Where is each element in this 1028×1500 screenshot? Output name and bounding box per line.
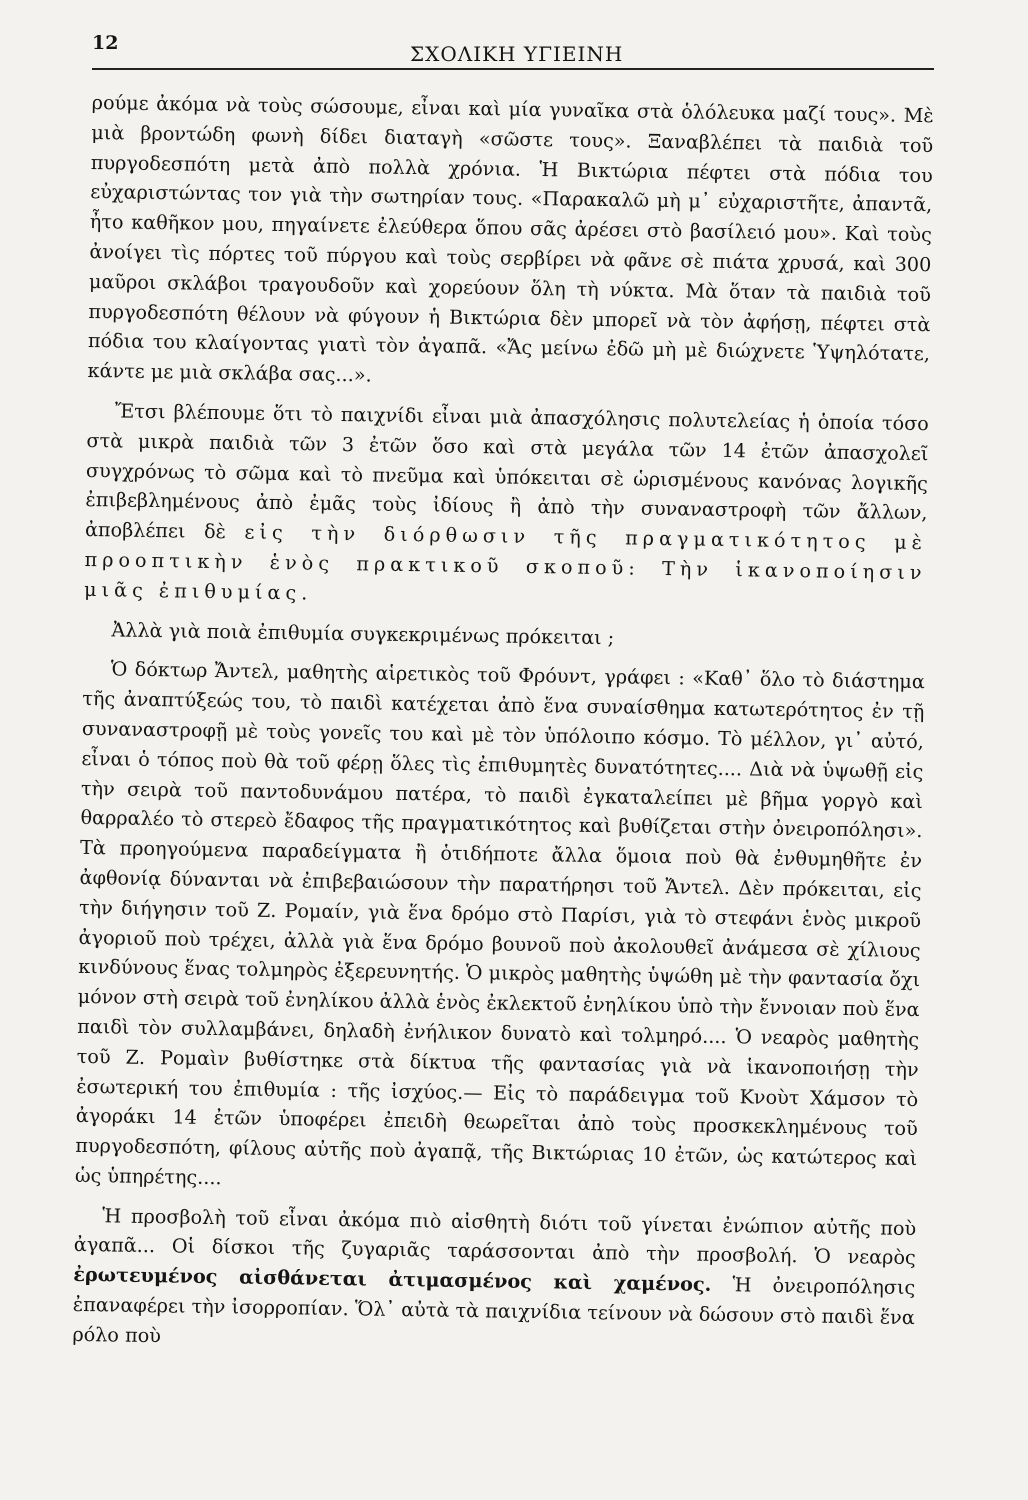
body-text (72, 88, 934, 1373)
paragraph-5-bold-text: ἐρωτευμένος αἰσθάνεται ἀτιμασμένος καὶ χαμένος. (73, 1263, 712, 1297)
page-header (92, 32, 932, 72)
paragraph-2-spaced-text: εἰς τὴν διόρθωσιν τῆς πραγματικότητος μὲ προοπτικὴν ἑνὸς πρακτικοῦ σκοποῦ: Τὴν ἱκανοποίησιν μιᾶς ἐπιθυμίας. (83, 520, 928, 605)
paragraph-2-text: Ἔτσι βλέπουμε ὅτι τὸ παιχνίδι εἶναι μιὰ ἀπασχόλησις πολυτελείας ἡ ὁποία τόσο στὰ μικρὰ παιδιὰ τῶν 3 ἐτῶν ὅσο καὶ στὰ μεγάλα τῶν 14 ἐτῶν ἀπασχολεῖ συγχρόνως τὸ σῶμα καὶ τὸ πνεῦμα καὶ ὑπόκειται σὲ ὡρισμένους κανόνας λογικῆς ἐπιβεβλημένους ἀπὸ ἐμᾶς τοὺς ἰδίους ἢ ἀπὸ τὴν συναναστροφὴ τῶν ἄλλων, ἀποβλέπει δὲ (84, 399, 930, 544)
running-head: ΣΧΟΛΙΚΗ ΥΓΙΕΙΝΗ (410, 42, 624, 66)
paragraph-5-text-a: Ἡ προσβολὴ τοῦ εἶναι ἀκόμα πιὸ αἰσθητὴ διότι τοῦ γίνεται ἐνώπιον αὐτῆς ποὺ ἀγαπᾶ... Οἱ δίσκοι τῆς ζυγαριᾶς ταράσσονται ἀπὸ τὴν προσβολή. Ὁ νεαρὸς (73, 1203, 917, 1270)
page-number: 12 (92, 32, 119, 54)
paragraph-3: Ἀλλὰ γιὰ ποιὰ ἐπιθυμία συγκεκριμένως πρόκειται ; (111, 617, 615, 649)
header-rule (92, 68, 934, 70)
paragraph-5 (72, 1201, 916, 1363)
paragraph-5-text-b: Ἡ ὀνειροπόλησις ἐπαναφέρει τὴν ἰσορροπίαν. Ὅλ᾽ αὐτὰ τὰ παιχνίδια τείνουν νὰ δώσουν στὸ παιδὶ ἕνα ρόλο ποὺ (72, 1273, 916, 1348)
paragraph-4: Ὁ δόκτωρ Ἄντελ, μαθητὴς αἱρετικὸς τοῦ Φρόυντ, γράφει : «Καθ᾽ ὅλο τὸ διάστημα τῆς ἀναπτύξεώς του, τὸ παιδὶ κατέχεται ἀπὸ ἕνα συναίσθημα κατωτερότητος ἐν τῇ συναναστροφῇ μὲ τοὺς γονεῖς του καὶ μὲ τὸν ὑπόλοιπο κόσμο. Τὸ μέλλον, γι᾽ αὐτό, εἶναι ὁ τόπος ποὺ θὰ τοῦ φέρῃ ὅλες τὶς ἐπιθυμητὲς δυνατότητες.... Διὰ νὰ ὑψωθῇ εἰς τὴν σειρὰ τοῦ παντοδυνάμου πατέρα, τὸ παιδὶ ἐγκαταλείπει μὲ βῆμα γοργὸ καὶ θαρραλέο τὸ στερεὸ ἔδαφος τῆς πραγματικότητος καὶ βυθίζεται στὴν ὀνειροπόλησι». Τὰ προηγούμενα παραδείγματα ἢ ὁτιδήποτε ἄλλα ὅμοια ποὺ θὰ ἐνθυμηθῆτε ἐν ἀφθονίᾳ δύνανται νὰ ἐπιβεβαιώσουν τὴν παρατήρησι τοῦ Ἄντελ. Δὲν πρόκειται, εἰς τὴν διήγησιν τοῦ Ζ. Ρομαίν, γιὰ ἕνα δρόμο στὸ Παρίσι, γιὰ τὸ στεφάνι ἑνὸς μικροῦ ἀγοριοῦ ποὺ τρέχει, ἀλλὰ γιὰ ἕνα δρόμο βουνοῦ ποὺ ἀκολουθεῖ ἀνάμεσα σὲ χίλιους κινδύνους ἕνας τολμηρὸς ἐξερευνητής. Ὁ μικρὸς μαθητὴς ὑψώθη μὲ τὴν φαντασία ὄχι μόνον στὴ σειρὰ τοῦ ἐνηλίκου ἀλλὰ ἑνὸς ἐκλεκτοῦ ἐνηλίκου ὑπὸ τὴν ἔννοιαν ποὺ ἕνα παιδὶ τὸν συλλαμβάνει, δηλαδὴ ἐνήλικον δυνατὸ καὶ τολμηρό.... Ὁ νεαρὸς μαθητὴς τοῦ Ζ. Ρομαὶν βυθίστηκε στὰ δίκτυα τῆς φαντασίας γιὰ νὰ ἱκανοποιήσῃ τὴν ἐσωτερική του ἐπιθυμία : τῆς ἰσχύος.— Εἰς τὸ παράδειγμα τοῦ Κνοὺτ Χάμσον τὸ ἀγοράκι 14 ἐτῶν ὑποφέρει ἐπειδὴ θεωρεῖται ἀπὸ τοὺς προσκεκλημένους τοῦ πυργοδεσπότη, φίλους αὐτῆς ποὺ ἀγαπᾷ, τῆς Βικτώριας 10 ἐτῶν, ὡς κατώτερος καὶ ὡς ὑπηρέτης.... (74, 657, 925, 1190)
paragraph-1: ρούμε ἀκόμα νὰ τοὺς σώσουμε, εἶναι καὶ μία γυναῖκα στὰ ὁλόλευκα μαζί τους». Μὲ μιὰ βροντώδη φωνὴ δίδει διαταγὴ «σῶστε τους». Ξαναβλέπει τὰ παιδιὰ τοῦ πυργοδεσπότη μετὰ ἀπὸ πολλὰ χρόνια. Ἡ Βικτώρια πέφτει στὰ πόδια του εὐχαριστώντας τον γιὰ τὴν σωτηρίαν τους. «Παρακαλῶ μὴ μ᾽ εὐχαριστῆτε, ἀπαντᾶ, ἦτο καθῆκον μου, πηγαίνετε ἐλεύθερα ὅπου σᾶς ἀρέσει στὸ βασίλειό μου». Καὶ τοὺς ἀνοίγει τὶς πόρτες τοῦ πύργου καὶ τοὺς σερβίρει νὰ φᾶνε σὲ πιάτα χρυσά, καὶ 300 μαῦροι σκλάβοι τραγουδοῦν καὶ χορεύουν ὅλη τὴ νύκτα. Μὰ ὅταν τὰ παιδιὰ τοῦ πυργοδεσπότη θέλουν νὰ φύγουν ἡ Βικτώρια δὲν μπορεῖ νὰ τὸν ἀφήσῃ, πέφτει στὰ πόδια του κλαίγοντας γιατὶ τὸν ἀγαπᾶ. «Ἄς μείνω ἐδῶ μὴ μὲ διώχνετε Ὑψηλότατε, κάντε με μιὰ σκλάβα σας...». (87, 90, 934, 387)
paragraph-2 (84, 396, 929, 618)
